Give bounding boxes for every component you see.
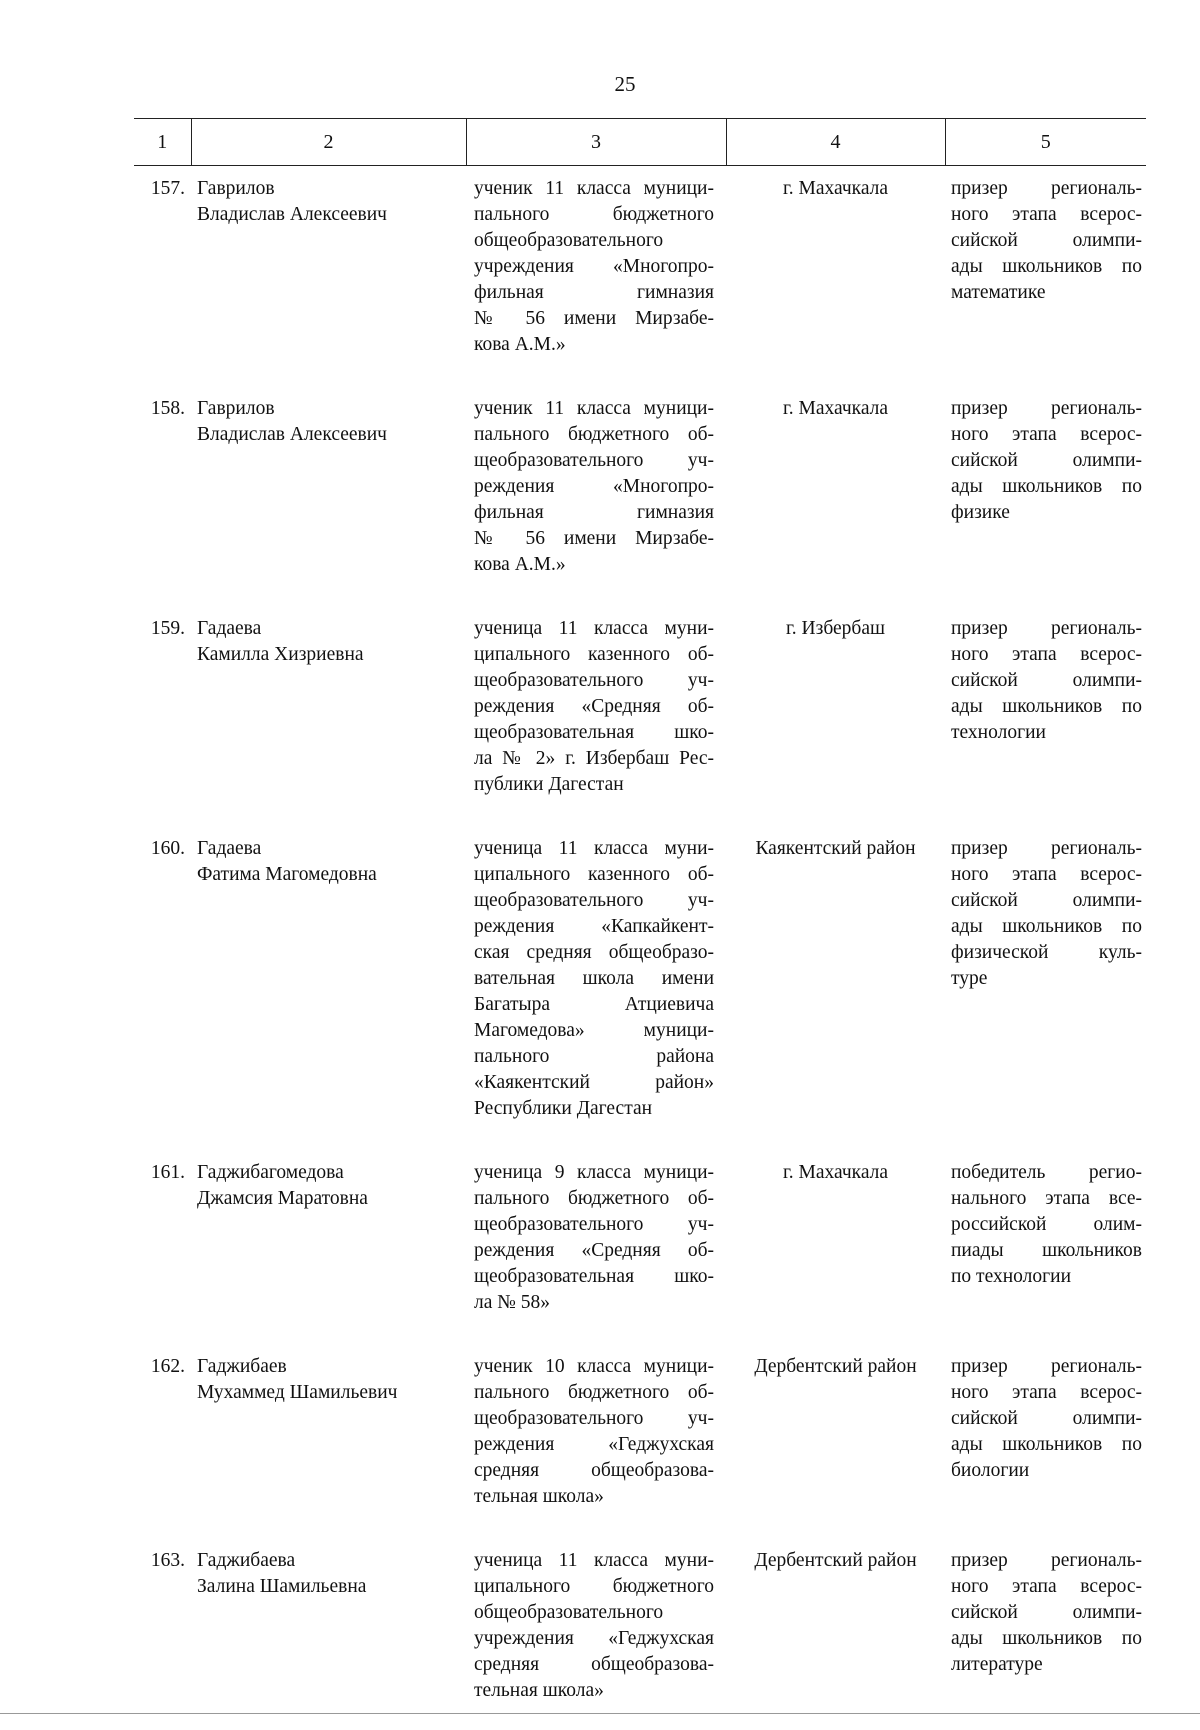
table-row (134, 824, 1146, 1148)
row-number: 163. (134, 1536, 191, 1730)
result-line: математике (951, 280, 1142, 306)
institution-line: вательная школа имени (474, 966, 714, 992)
result-line: по технологии (951, 1264, 1142, 1290)
result-line: пиады школьников (951, 1238, 1142, 1264)
awardee-name (191, 384, 466, 604)
institution-line: пального бюджетного об- (474, 1380, 714, 1406)
institution-line: ученик 10 класса муници- (474, 1354, 714, 1380)
row-number: 162. (134, 1342, 191, 1536)
institution (466, 1342, 726, 1536)
institution (466, 1536, 726, 1730)
institution-line: кова А.М.» (474, 332, 714, 358)
row-number: 158. (134, 384, 191, 604)
name-line: Гаврилов (197, 396, 466, 422)
institution-line: общеобразовательного (474, 228, 714, 254)
result-line: ного этапа всерос- (951, 1380, 1142, 1406)
result-line: российской олим- (951, 1212, 1142, 1238)
result-line: сийской олимпи- (951, 1600, 1142, 1626)
table-row (134, 1342, 1146, 1536)
result-line: сийской олимпи- (951, 448, 1142, 474)
result-line: биологии (951, 1458, 1142, 1484)
header-col-5: 5 (945, 119, 1146, 166)
institution-line: реждения «Геджухская (474, 1432, 714, 1458)
row-number: 160. (134, 824, 191, 1148)
awardee-name (191, 1148, 466, 1342)
institution-line: реждения «Средняя об- (474, 1238, 714, 1264)
institution-line: ученица 11 класса муни- (474, 836, 714, 862)
institution-line: щеобразовательная шко- (474, 1264, 714, 1290)
table-row (134, 166, 1146, 385)
name-line: Гаврилов (197, 176, 466, 202)
result-line: призер региональ- (951, 616, 1142, 642)
institution-line: Республики Дагестан (474, 1096, 714, 1122)
name-line: Джамсия Маратовна (197, 1186, 466, 1212)
institution (466, 604, 726, 824)
table-row (134, 384, 1146, 604)
result-line: сийской олимпи- (951, 668, 1142, 694)
olympiad-result (945, 604, 1146, 824)
result-line: литературе (951, 1652, 1142, 1678)
result-line: призер региональ- (951, 396, 1142, 422)
awardee-name (191, 824, 466, 1148)
name-line: Гаджибаева (197, 1548, 466, 1574)
institution-line: учреждения «Геджухская (474, 1626, 714, 1652)
institution-line: ципального казенного об- (474, 642, 714, 668)
table-row (134, 1536, 1146, 1730)
result-line: ады школьников по (951, 1432, 1142, 1458)
result-line: призер региональ- (951, 1548, 1142, 1574)
institution-line: ская средняя общеобразо- (474, 940, 714, 966)
row-number: 157. (134, 166, 191, 385)
scan-edge-line (0, 1713, 1200, 1714)
institution-line: пального бюджетного (474, 202, 714, 228)
awardee-name (191, 604, 466, 824)
name-line: Владислав Алексеевич (197, 202, 466, 228)
institution-line: тельная школа» (474, 1678, 714, 1704)
row-number: 159. (134, 604, 191, 824)
institution-line: щеобразовательного уч- (474, 1406, 714, 1432)
institution-line: ципального бюджетного (474, 1574, 714, 1600)
result-line: физике (951, 500, 1142, 526)
institution-line: щеобразовательного уч- (474, 448, 714, 474)
name-line: Залина Шамильевна (197, 1574, 466, 1600)
institution-line: ученик 11 класса муници- (474, 176, 714, 202)
institution-line: щеобразовательная шко- (474, 720, 714, 746)
table-header (134, 119, 1146, 166)
institution-line: щеобразовательного уч- (474, 668, 714, 694)
institution-line: пального бюджетного об- (474, 1186, 714, 1212)
awardee-name (191, 166, 466, 385)
result-line: ады школьников по (951, 254, 1142, 280)
result-line: ного этапа всерос- (951, 642, 1142, 668)
result-line: нального этапа все- (951, 1186, 1142, 1212)
result-line: ады школьников по (951, 1626, 1142, 1652)
page-number: 25 (0, 72, 1200, 97)
municipality: г. Махачкала (726, 1148, 945, 1342)
institution-line: средняя общеобразова- (474, 1458, 714, 1484)
table-row (134, 604, 1146, 824)
institution-line: реждения «Капкайкент- (474, 914, 714, 940)
institution (466, 824, 726, 1148)
municipality: г. Избербаш (726, 604, 945, 824)
row-number: 161. (134, 1148, 191, 1342)
institution-line: общеобразовательного (474, 1600, 714, 1626)
result-line: призер региональ- (951, 1354, 1142, 1380)
name-line: Гаджибаев (197, 1354, 466, 1380)
olympiad-result (945, 824, 1146, 1148)
header-col-3: 3 (466, 119, 726, 166)
municipality: Дербентский район (726, 1342, 945, 1536)
name-line: Гадаева (197, 616, 466, 642)
result-line: ного этапа всерос- (951, 862, 1142, 888)
institution-line: ученица 11 класса муни- (474, 616, 714, 642)
institution-line: «Каякентский район» (474, 1070, 714, 1096)
institution (466, 166, 726, 385)
municipality: г. Махачкала (726, 384, 945, 604)
awardees-table-container (134, 118, 1146, 1730)
institution-line: средняя общеобразова- (474, 1652, 714, 1678)
institution (466, 384, 726, 604)
institution-line: кова А.М.» (474, 552, 714, 578)
institution-line: учреждения «Многопро- (474, 254, 714, 280)
institution-line: ученик 11 класса муници- (474, 396, 714, 422)
header-col-4: 4 (726, 119, 945, 166)
institution-line: публики Дагестан (474, 772, 714, 798)
olympiad-result (945, 1342, 1146, 1536)
name-line: Гаджибагомедова (197, 1160, 466, 1186)
institution-line: ученица 9 класса муници- (474, 1160, 714, 1186)
result-line: призер региональ- (951, 836, 1142, 862)
institution-line: ципального казенного об- (474, 862, 714, 888)
result-line: сийской олимпи- (951, 888, 1142, 914)
result-line: призер региональ- (951, 176, 1142, 202)
table-row (134, 1148, 1146, 1342)
result-line: ады школьников по (951, 694, 1142, 720)
result-line: ного этапа всерос- (951, 202, 1142, 228)
institution (466, 1148, 726, 1342)
header-col-2: 2 (191, 119, 466, 166)
institution-line: реждения «Многопро- (474, 474, 714, 500)
institution-line: № 56 имени Мирзабе- (474, 306, 714, 332)
institution-line: ученица 11 класса муни- (474, 1548, 714, 1574)
name-line: Владислав Алексеевич (197, 422, 466, 448)
result-line: ного этапа всерос- (951, 422, 1142, 448)
header-col-1: 1 (134, 119, 191, 166)
result-line: ады школьников по (951, 914, 1142, 940)
institution-line: щеобразовательного уч- (474, 888, 714, 914)
awardee-name (191, 1342, 466, 1536)
result-line: сийской олимпи- (951, 1406, 1142, 1432)
olympiad-result (945, 1148, 1146, 1342)
header-row (134, 119, 1146, 166)
municipality: Дербентский район (726, 1536, 945, 1730)
result-line: ады школьников по (951, 474, 1142, 500)
institution-line: фильная гимназия (474, 280, 714, 306)
institution-line: ла № 2» г. Избербаш Рес- (474, 746, 714, 772)
institution-line: реждения «Средняя об- (474, 694, 714, 720)
institution-line: тельная школа» (474, 1484, 714, 1510)
awardee-name (191, 1536, 466, 1730)
result-line: победитель регио- (951, 1160, 1142, 1186)
result-line: туре (951, 966, 1142, 992)
result-line: технологии (951, 720, 1142, 746)
institution-line: пального района (474, 1044, 714, 1070)
name-line: Гадаева (197, 836, 466, 862)
olympiad-result (945, 1536, 1146, 1730)
institution-line: фильная гимназия (474, 500, 714, 526)
institution-line: пального бюджетного об- (474, 422, 714, 448)
name-line: Фатима Магомедовна (197, 862, 466, 888)
table-body (134, 166, 1146, 1730)
awardees-table (134, 118, 1146, 1730)
result-line: физической куль- (951, 940, 1142, 966)
institution-line: № 56 имени Мирзабе- (474, 526, 714, 552)
name-line: Мухаммед Шамильевич (197, 1380, 466, 1406)
municipality: Каякентский район (726, 824, 945, 1148)
municipality: г. Махачкала (726, 166, 945, 385)
institution-line: Магомедова» муници- (474, 1018, 714, 1044)
institution-line: щеобразовательного уч- (474, 1212, 714, 1238)
institution-line: Багатыра Атциевича (474, 992, 714, 1018)
result-line: сийской олимпи- (951, 228, 1142, 254)
result-line: ного этапа всерос- (951, 1574, 1142, 1600)
institution-line: ла № 58» (474, 1290, 714, 1316)
olympiad-result (945, 384, 1146, 604)
name-line: Камилла Хизриевна (197, 642, 466, 668)
olympiad-result (945, 166, 1146, 385)
